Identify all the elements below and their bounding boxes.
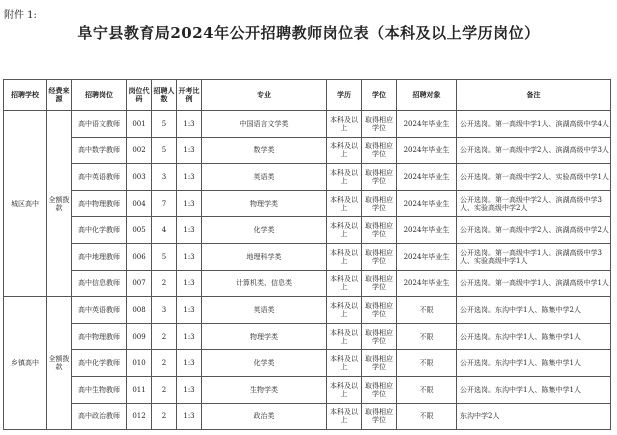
header-major: 专业 bbox=[202, 80, 327, 111]
ratio-cell: 1:3 bbox=[177, 323, 202, 350]
post-cell: 高中数学教师 bbox=[72, 137, 127, 164]
education-cell: 本科及以上 bbox=[327, 111, 362, 138]
major-cell: 化学类 bbox=[202, 350, 327, 377]
count-cell: 2 bbox=[152, 403, 177, 430]
code-cell: 006 bbox=[127, 243, 152, 270]
major-cell: 化学类 bbox=[202, 217, 327, 244]
education-cell: 本科及以上 bbox=[327, 190, 362, 217]
ratio-cell: 1:3 bbox=[177, 297, 202, 324]
degree-cell: 取得相应学位 bbox=[362, 403, 397, 430]
header-degree: 学位 bbox=[362, 80, 397, 111]
notes-cell: 公开选岗。第一高级中学1人、滨湖高级中学3人、实验高级中学1人 bbox=[457, 243, 611, 270]
post-cell: 高中化学教师 bbox=[72, 217, 127, 244]
target-cell: 不限 bbox=[397, 376, 457, 403]
notes-cell: 公开选岗。第一高级中学2人、滨湖高级中学2人 bbox=[457, 217, 611, 244]
degree-cell: 取得相应学位 bbox=[362, 297, 397, 324]
post-cell: 高中语文教师 bbox=[72, 111, 127, 138]
education-cell: 本科及以上 bbox=[327, 376, 362, 403]
notes-cell: 公开选岗。第一高级中学1人、滨湖高级中学1人 bbox=[457, 270, 611, 297]
code-cell: 003 bbox=[127, 164, 152, 191]
education-cell: 本科及以上 bbox=[327, 297, 362, 324]
code-cell: 005 bbox=[127, 217, 152, 244]
education-cell: 本科及以上 bbox=[327, 217, 362, 244]
target-cell: 2024年毕业生 bbox=[397, 217, 457, 244]
degree-cell: 取得相应学位 bbox=[362, 217, 397, 244]
school-cell: 城区高中 bbox=[4, 111, 47, 297]
notes-cell: 东沟中学2人 bbox=[457, 403, 611, 430]
notes-cell: 公开选岗。第一高级中学1人、滨湖高级中学4人 bbox=[457, 111, 611, 138]
target-cell: 不限 bbox=[397, 297, 457, 324]
funding-cell: 全额拨款 bbox=[47, 111, 72, 297]
degree-cell: 取得相应学位 bbox=[362, 270, 397, 297]
notes-cell: 公开选岗。第一高级中学2人、实验高级中学1人 bbox=[457, 164, 611, 191]
count-cell: 2 bbox=[152, 376, 177, 403]
target-cell: 2024年毕业生 bbox=[397, 164, 457, 191]
post-cell: 高中生物教师 bbox=[72, 376, 127, 403]
ratio-cell: 1:3 bbox=[177, 137, 202, 164]
target-cell: 2024年毕业生 bbox=[397, 111, 457, 138]
count-cell: 5 bbox=[152, 243, 177, 270]
post-cell: 高中英语教师 bbox=[72, 297, 127, 324]
code-cell: 001 bbox=[127, 111, 152, 138]
education-cell: 本科及以上 bbox=[327, 243, 362, 270]
ratio-cell: 1:3 bbox=[177, 164, 202, 191]
funding-cell: 全额拨款 bbox=[47, 297, 72, 430]
header-education: 学历 bbox=[327, 80, 362, 111]
header-notes: 备注 bbox=[457, 80, 611, 111]
count-cell: 4 bbox=[152, 217, 177, 244]
count-cell: 3 bbox=[152, 297, 177, 324]
table-row bbox=[4, 243, 611, 270]
table-row bbox=[4, 376, 611, 403]
table-row bbox=[4, 217, 611, 244]
target-cell: 不限 bbox=[397, 350, 457, 377]
ratio-cell: 1:3 bbox=[177, 190, 202, 217]
notes-cell: 公开选岗。东沟中学1人、陈集中学1人 bbox=[457, 323, 611, 350]
post-cell: 高中政治教师 bbox=[72, 403, 127, 430]
ratio-cell: 1:3 bbox=[177, 243, 202, 270]
degree-cell: 取得相应学位 bbox=[362, 137, 397, 164]
education-cell: 本科及以上 bbox=[327, 137, 362, 164]
header-post: 招聘岗位 bbox=[72, 80, 127, 111]
count-cell: 2 bbox=[152, 323, 177, 350]
code-cell: 008 bbox=[127, 297, 152, 324]
count-cell: 3 bbox=[152, 164, 177, 191]
table-row bbox=[4, 111, 611, 138]
table-row bbox=[4, 323, 611, 350]
notes-cell: 公开选岗。第一高级中学2人、滨湖高级中学3人 bbox=[457, 137, 611, 164]
degree-cell: 取得相应学位 bbox=[362, 376, 397, 403]
table-row bbox=[4, 403, 611, 430]
table-row bbox=[4, 164, 611, 191]
degree-cell: 取得相应学位 bbox=[362, 350, 397, 377]
header-ratio: 开考比例 bbox=[177, 80, 202, 111]
ratio-cell: 1:3 bbox=[177, 217, 202, 244]
major-cell: 计算机类、信息类 bbox=[202, 270, 327, 297]
degree-cell: 取得相应学位 bbox=[362, 190, 397, 217]
code-cell: 002 bbox=[127, 137, 152, 164]
target-cell: 不限 bbox=[397, 403, 457, 430]
header-school: 招聘学校 bbox=[4, 80, 47, 111]
education-cell: 本科及以上 bbox=[327, 403, 362, 430]
target-cell: 不限 bbox=[397, 323, 457, 350]
education-cell: 本科及以上 bbox=[327, 164, 362, 191]
post-cell: 高中地理教师 bbox=[72, 243, 127, 270]
education-cell: 本科及以上 bbox=[327, 350, 362, 377]
major-cell: 政治类 bbox=[202, 403, 327, 430]
major-cell: 地理科学类 bbox=[202, 243, 327, 270]
education-cell: 本科及以上 bbox=[327, 323, 362, 350]
ratio-cell: 1:3 bbox=[177, 403, 202, 430]
post-cell: 高中英语教师 bbox=[72, 164, 127, 191]
post-cell: 高中化学教师 bbox=[72, 350, 127, 377]
table-row bbox=[4, 190, 611, 217]
header-row bbox=[4, 80, 611, 111]
target-cell: 2024年毕业生 bbox=[397, 190, 457, 217]
major-cell: 英语类 bbox=[202, 164, 327, 191]
post-cell: 高中信息教师 bbox=[72, 270, 127, 297]
major-cell: 数学类 bbox=[202, 137, 327, 164]
target-cell: 2024年毕业生 bbox=[397, 137, 457, 164]
code-cell: 011 bbox=[127, 376, 152, 403]
target-cell: 2024年毕业生 bbox=[397, 243, 457, 270]
code-cell: 004 bbox=[127, 190, 152, 217]
ratio-cell: 1:3 bbox=[177, 270, 202, 297]
count-cell: 2 bbox=[152, 270, 177, 297]
table-row bbox=[4, 270, 611, 297]
count-cell: 5 bbox=[152, 111, 177, 138]
notes-cell: 公开选岗。东沟中学1人、陈集中学1人 bbox=[457, 376, 611, 403]
major-cell: 物理学类 bbox=[202, 323, 327, 350]
notes-cell: 公开选岗。东沟中学1人、陈集中学1人 bbox=[457, 350, 611, 377]
post-cell: 高中物理教师 bbox=[72, 190, 127, 217]
annex-label: 附件 1: bbox=[4, 10, 37, 21]
table-row bbox=[4, 137, 611, 164]
header-count: 招聘人数 bbox=[152, 80, 177, 111]
post-cell: 高中物理教师 bbox=[72, 323, 127, 350]
notes-cell: 公开选岗。第一高级中学2人、滨湖高级中学3人、实验高级中学2人 bbox=[457, 190, 611, 217]
degree-cell: 取得相应学位 bbox=[362, 243, 397, 270]
notes-cell: 公开选岗。东沟中学1人、陈集中学2人 bbox=[457, 297, 611, 324]
degree-cell: 取得相应学位 bbox=[362, 323, 397, 350]
major-cell: 生物学类 bbox=[202, 376, 327, 403]
ratio-cell: 1:3 bbox=[177, 111, 202, 138]
table-row bbox=[4, 350, 611, 377]
major-cell: 中国语言文学类 bbox=[202, 111, 327, 138]
major-cell: 物理学类 bbox=[202, 190, 327, 217]
count-cell: 2 bbox=[152, 350, 177, 377]
major-cell: 英语类 bbox=[202, 297, 327, 324]
count-cell: 7 bbox=[152, 190, 177, 217]
degree-cell: 取得相应学位 bbox=[362, 111, 397, 138]
table-body bbox=[4, 111, 611, 430]
degree-cell: 取得相应学位 bbox=[362, 164, 397, 191]
table-row bbox=[4, 297, 611, 324]
code-cell: 010 bbox=[127, 350, 152, 377]
target-cell: 2024年毕业生 bbox=[397, 270, 457, 297]
ratio-cell: 1:3 bbox=[177, 350, 202, 377]
code-cell: 009 bbox=[127, 323, 152, 350]
code-cell: 007 bbox=[127, 270, 152, 297]
page-title: 阜宁县教育局2024年公开招聘教师岗位表（本科及以上学历岗位） bbox=[77, 24, 540, 42]
header-code: 岗位代码 bbox=[127, 80, 152, 111]
recruitment-table bbox=[3, 79, 611, 430]
ratio-cell: 1:3 bbox=[177, 376, 202, 403]
header-target: 招聘对象 bbox=[397, 80, 457, 111]
education-cell: 本科及以上 bbox=[327, 270, 362, 297]
school-cell: 乡镇高中 bbox=[4, 297, 47, 430]
code-cell: 012 bbox=[127, 403, 152, 430]
count-cell: 5 bbox=[152, 137, 177, 164]
header-funding: 经费来源 bbox=[47, 80, 72, 111]
